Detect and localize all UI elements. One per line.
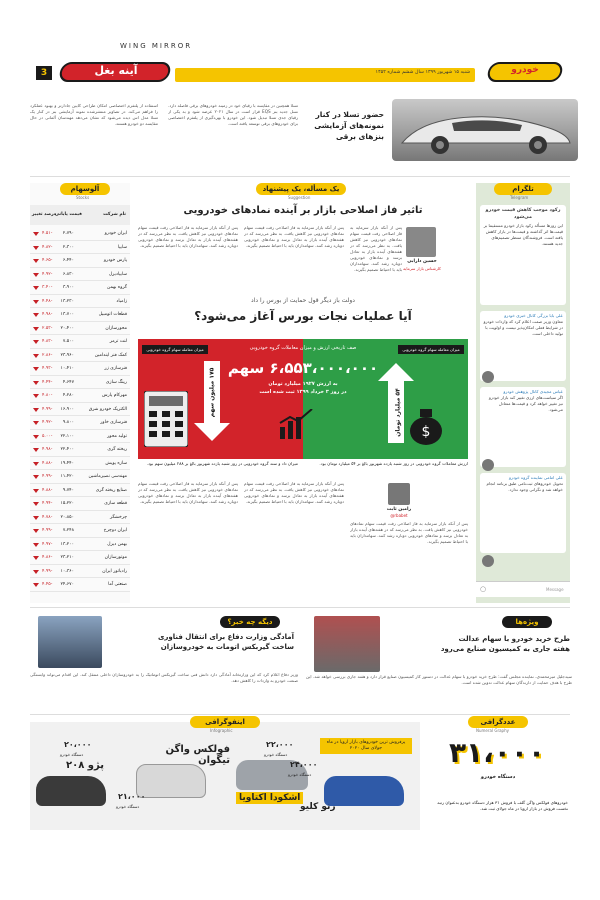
mid-left-tag: دیگه چه خبر؟	[220, 616, 280, 628]
big-headline: آیا عملیات نجات بورس آغاز می‌شود؟	[194, 309, 412, 323]
car-card-4	[34, 740, 126, 826]
down-arrow-icon	[33, 408, 39, 412]
down-arrow-icon	[33, 570, 39, 574]
down-arrow-icon	[33, 313, 39, 317]
mid-right-line-2: هفته جاری به کمیسیون صنایع می‌رود	[440, 645, 570, 653]
author2-photo	[388, 483, 410, 505]
sell-label: میزان معامله سهام گروه خودرویی	[398, 345, 464, 354]
telegram-item-2-text: اگر سیاست‌های ارزی تغییر کند بازار خودرو نیز تغییر خواهد کرد و قیمت‌ها متعادل می‌شود.	[488, 395, 563, 412]
stock-price: ۴،۶۴۷	[62, 379, 74, 385]
stock-name: ایران دوچرخ	[103, 528, 127, 533]
bottom-body-2: پس از آنکه بازار سرمایه به فاز اصلاحی رفت قیمت سهام نمادهای خودرویی نیز کاهش یافت. به نظر می‌رسد که در هفته‌های آینده بازار به تعادل برسد و نمادهای خودرویی دوباره رشد کنند. سهامداران باید با احتیاط تصمیم بگیرند.	[244, 481, 344, 504]
buy-label: میزان معامله سهام گروه خودرویی	[142, 345, 208, 354]
dateline: شنبه ۱۵ شهریور ۱۳۹۹ سال ششم شماره ۱۴۵۲	[375, 70, 470, 75]
telegram-item-1	[480, 311, 566, 381]
mid-right-tag: ویژه‌ها	[502, 616, 552, 628]
down-arrow-icon	[33, 583, 39, 587]
col-header-name: نام شرکت	[103, 212, 126, 217]
stock-name: سازه پویش	[105, 460, 127, 466]
stock-change: -۴.۹۳	[42, 366, 53, 371]
stock-change: -۴.۹۹	[42, 474, 53, 479]
divider	[30, 714, 570, 715]
calculator-icon	[144, 391, 188, 451]
infographic-cars	[30, 718, 420, 830]
author-name: حسین دارابی	[407, 259, 437, 264]
stock-name: تولید محور	[107, 433, 127, 439]
mid-left-photo	[38, 616, 102, 668]
down-arrow-icon	[33, 448, 39, 452]
car-card-3	[116, 740, 230, 826]
mid-right-headline	[386, 634, 570, 654]
table-row	[30, 295, 130, 309]
top-story-body-right: تسلا همچنین در مقایسه با رقبای خود در زمینه خودروهای برقی فاصله دارد. نسل جدید بنز EQS قرار است در سال ۲۰۲۱ عرضه شود و به یکی از رقبای جدی تسلا تبدیل شود. این خودرو با بهره‌گیری از پلتفرم اختصاصی برای خودروهای برقی توسعه یافته است.	[168, 103, 298, 126]
mid-right-line-1: طرح خرید خودرو با سهام عدالت	[458, 635, 570, 643]
stock-change: -۳.۴۰	[42, 285, 53, 290]
stock-change: -۴.۹۲	[42, 420, 53, 425]
stock-change: -۴.۸۳	[42, 339, 53, 344]
stock-name: رینگ سازی	[105, 379, 127, 385]
telegram-item-3-text: تحویل خودروهای ثبت‌نامی طبق برنامه انجام خواهد شد و نگرانی وجود ندارد.	[486, 481, 563, 492]
stock-change: -۲.۸۶	[42, 352, 53, 358]
table-row	[30, 551, 130, 565]
infographic-big-number: ۶،۵۵۳،۰۰۰،۰۰۰ سهم	[227, 359, 379, 377]
table-row	[30, 416, 130, 430]
stock-price: ۳،۹۰۰	[62, 285, 74, 290]
stock-price: ۱۰،۳۶۰	[60, 568, 74, 574]
stock-name: کمک فنر ایندامین	[94, 352, 127, 358]
stock-name: قطعه سازی	[104, 501, 127, 506]
stock-price: ۱۹،۴۴۰	[60, 460, 74, 466]
car-3-image	[136, 764, 206, 798]
down-arrow-icon	[33, 529, 39, 533]
stock-name: صنایع ریخته گری	[95, 487, 127, 493]
down-arrow-icon	[33, 354, 39, 358]
stock-change: -۴.۸۸	[42, 487, 53, 493]
stock-name: موتورسازان	[104, 555, 127, 560]
table-row	[30, 565, 130, 579]
stock-change: -۵.۰۰	[42, 433, 53, 439]
stock-name: سایپادیزل	[108, 271, 127, 277]
stock-table-tag: آلوسهام	[60, 183, 110, 195]
stock-change: -۴.۹۹	[42, 568, 53, 574]
table-row	[30, 322, 130, 336]
telegram-item-1-text: معاون وزیر صمت اعلام کرد که واردات خودرو در شرایط فعلی امکان‌پذیر نیست و اولویت با تولید داخلی است.	[483, 319, 563, 336]
down-arrow-icon	[33, 286, 39, 290]
section-label-en: WING MIRROR	[120, 42, 193, 50]
numeral-tag: عددگرافی	[468, 716, 528, 728]
numeral-graphy	[428, 718, 570, 830]
car-2-unit-label: دستگاه خودرو	[264, 752, 288, 757]
top-story-headline	[304, 109, 384, 142]
telegram-item-3-source: علی امامی نماینده گروه خودرو	[509, 475, 563, 480]
car-3-name: فولکس واگن تیگوان	[165, 744, 230, 766]
car-card-1	[288, 760, 416, 826]
infographic2-tag: اینفوگرافی	[190, 716, 260, 728]
telegram-tag-en: Telegram	[510, 195, 529, 200]
down-arrow-icon	[33, 246, 39, 250]
table-row	[30, 511, 130, 525]
down-arrow-icon	[33, 516, 39, 520]
table-row	[30, 484, 130, 498]
stock-change: -۴.۷۸	[42, 514, 53, 520]
stock-name: فنرسازی زر	[104, 366, 127, 371]
stock-price: ۱۳،۲۳۰	[60, 298, 74, 304]
stock-name: فنرسازی خاور	[100, 420, 127, 425]
numeral-note: خودروهای فولکس واگن گلف با فروش ۳۱ هزار دستگاه خودرو به‌عنوان رتبه نخست فروش در بازار اروپا در ماه جولای ثبت شد.	[437, 800, 568, 811]
down-arrow-icon	[33, 502, 39, 506]
stock-price: ۲۴،۶۷۰	[60, 582, 74, 587]
sell-value: ۵۴ میلیارد تومان	[394, 388, 402, 437]
stock-name: صنعتی آما	[108, 582, 127, 587]
masthead	[0, 40, 600, 88]
suggestion-tag-en: Suggestion	[288, 195, 311, 200]
infographic-sub-2: در روز ۳ خرداد ۱۳۹۹ ثبت شده است	[259, 389, 347, 395]
telegram-item-3	[480, 473, 566, 553]
telegram-item-1-source: علی بابا بزرگی کانال خبری خودرو	[504, 313, 563, 318]
top-story	[30, 95, 580, 167]
divider	[30, 607, 570, 608]
telegram-avatar-3	[482, 555, 494, 567]
buy-value: ۱۷۵ میلیون سهم	[208, 367, 216, 418]
car-3-unit-label: دستگاه خودرو	[116, 804, 140, 809]
main-body-col-3: پس از آنکه بازار سرمایه به فاز اصلاحی رفت قیمت سهام نمادهای خودرویی نیز کاهش یافت. به نظر می‌رسد که در هفته‌های آینده بازار به تعادل برسد و نمادهای خودرویی دوباره رشد کنند. سهامداران باید با احتیاط تصمیم بگیرند.	[350, 225, 402, 272]
col-header-price: قیمت پایانی	[54, 212, 82, 217]
headline-line-2: نمونه‌های آزمایشی	[314, 121, 384, 130]
down-arrow-icon	[33, 381, 39, 385]
car-2-name: اشکودا اکتاویا	[236, 792, 303, 804]
kicker: دولت باز دیگر قول حمایت از بورس را داد	[251, 297, 355, 304]
stock-change: -۴.۸۰	[42, 393, 53, 398]
stock-name: ایران خودرو	[104, 231, 127, 236]
top-story-body-left: استفاده از پلتفرم اختصاصی امکان طراحی کابین جادارتر و بهبود عملکرد را فراهم می‌کند. در تصاویر منتشرشده نمونه آزمایشی بنز در کنار یک تسلا مدل اس دیده می‌شود که نشان می‌دهد مهندسان آلمانی در حال مقایسه دو خودرو هستند.	[30, 103, 158, 126]
message-placeholder: Message	[546, 587, 564, 592]
stock-change: -۴.۹۸	[42, 447, 53, 452]
chart-up-icon	[278, 409, 314, 443]
stock-name: مهرکام پارس	[102, 393, 127, 398]
section-title: آینه بغل	[94, 64, 138, 77]
stock-price: ۶،۴۴۰	[62, 258, 74, 263]
car-1-image	[324, 776, 404, 806]
table-row	[30, 457, 130, 471]
stock-price: ۱۵،۲۲۰	[60, 501, 74, 506]
mid-right-box	[306, 612, 572, 708]
author-photo	[406, 227, 436, 257]
infographic-sub-1: به ارزش ۱۹۲۷ میلیارد تومان	[268, 381, 338, 387]
stock-change: -۴.۸۸	[42, 460, 53, 466]
down-arrow-icon	[33, 421, 39, 425]
car-4-units: ۲۰،۰۰۰	[64, 740, 92, 749]
infographic-title: صف تاریخی ارزش و میزان معاملات گروه خودرویی	[249, 345, 357, 351]
tesla-car-image	[392, 99, 578, 161]
car-card-2	[226, 740, 318, 826]
table-row	[30, 470, 130, 484]
author2-handle: @rbabet	[390, 513, 408, 518]
car-1-units: ۲۴،۰۰۰	[290, 760, 318, 769]
stock-price: ۷،۲۴۸	[62, 528, 74, 533]
attach-icon[interactable]: ○	[480, 585, 487, 593]
down-arrow-icon	[33, 340, 39, 344]
author2-name: رامین ثابت	[386, 507, 412, 512]
suggestion-tag: یک مسأله، یک پیشنهاد	[256, 183, 346, 195]
stock-table-tag-en: Stocks	[76, 195, 90, 200]
car-4-unit-label: دستگاه خودرو	[60, 752, 84, 757]
stock-price: ۱۰،۴۱۰	[60, 366, 74, 371]
stock-change: -۴.۹۸	[42, 312, 53, 317]
stock-price: ۹،۸۰۰	[62, 420, 74, 425]
headline-line-3: بنزهای برقی	[335, 132, 384, 141]
numeral-tag-en: Numeral Graphy	[476, 728, 509, 733]
car-2-units: ۲۲،۰۰۰	[266, 740, 294, 749]
stock-name: قطعات اتومبیل	[98, 312, 127, 317]
page-number-box: 3	[36, 66, 52, 80]
table-row	[30, 281, 130, 295]
stock-name: سایپا	[117, 244, 127, 250]
down-arrow-icon	[33, 259, 39, 263]
stock-price: ۱۶،۹۰۰	[60, 406, 74, 412]
stock-price: ۲۳،۹۶۰	[60, 352, 74, 358]
down-arrow-icon	[33, 435, 39, 439]
mid-left-line-2: ساخت گیربکس اتومات به خودروسازان	[160, 643, 294, 651]
telegram-tag: تلگرام	[494, 183, 552, 195]
stock-name: چرخشگر	[109, 514, 127, 520]
stock-price: ۱۳،۷۰۰	[60, 312, 74, 317]
stock-change: -۴.۴۸	[42, 298, 53, 304]
down-arrow-icon	[33, 556, 39, 560]
stock-table-header	[30, 205, 130, 225]
money-bag-icon	[408, 405, 444, 449]
table-row	[30, 335, 130, 349]
mid-right-body: سیدجلیل میرمحمدی، نماینده مجلس گفت: طرح خرید خودرو با سهام عدالت در دستور کار کمیسیون صنایع قرار دارد و هفته جاری بررسی خواهد شد. این طرح با هدف حمایت از دارندگان سهام عدالت تدوین شده است.	[306, 674, 572, 685]
table-row	[30, 443, 130, 457]
mid-left-line-1: آمادگی وزارت دفاع برای انتقال فناوری	[157, 633, 294, 641]
infographic2-header: پرفروش ترین خودروهای بازار اروپا در ماه جولای سال ۲۰۲۰	[320, 738, 412, 754]
car-4-name: پژو ۲۰۸	[66, 760, 104, 771]
stock-infographic	[138, 339, 468, 459]
stock-name: مهندسی نصیرماشین	[88, 474, 127, 479]
car-4-image	[36, 776, 106, 806]
bottom-body-3: پس از آنکه بازار سرمایه به فاز اصلاحی رفت قیمت سهام نمادهای خودرویی نیز کاهش یافت. به نظر می‌رسد که در هفته‌های آینده بازار به تعادل برسد و نمادهای خودرویی دوباره رشد کنند. سهامداران باید با احتیاط تصمیم بگیرند.	[350, 521, 468, 544]
stock-price: ۲،۷۹۰	[62, 231, 74, 236]
stock-change: -۴.۴۵	[42, 582, 53, 587]
down-arrow-icon	[33, 394, 39, 398]
stock-name: بهمن دیزل	[107, 541, 127, 547]
mid-right-photo	[314, 616, 380, 672]
stock-price: ۲۰،۴۰۰	[60, 325, 74, 331]
author-title: کارشناس بازار سرمایه	[403, 266, 441, 271]
down-arrow-icon	[33, 232, 39, 236]
main-body-col-1: پس از آنکه بازار سرمایه به فاز اصلاحی رفت قیمت سهام نمادهای خودرویی نیز کاهش یافت. به نظر می‌رسد که در هفته‌های آینده بازار به تعادل برسد و نمادهای خودرویی دوباره رشد کنند. سهامداران باید با احتیاط تصمیم بگیرند.	[138, 225, 238, 248]
down-arrow-icon	[33, 300, 39, 304]
mid-left-headline	[108, 632, 294, 652]
stock-price: ۲۳،۲۱۰	[60, 555, 74, 560]
main-body-col-2: پس از آنکه بازار سرمایه به فاز اصلاحی رفت قیمت سهام نمادهای خودرویی نیز کاهش یافت. به نظر می‌رسد که در هفته‌های آینده بازار به تعادل برسد و نمادهای خودرویی دوباره رشد کنند. سهامداران باید با احتیاط تصمیم بگیرند.	[244, 225, 344, 248]
bottom-body-1: پس از آنکه بازار سرمایه به فاز اصلاحی رفت قیمت سهام نمادهای خودرویی نیز کاهش یافت. به نظر می‌رسد که در هفته‌های آینده بازار به تعادل برسد و نمادهای خودرویی دوباره رشد کنند. سهامداران باید با احتیاط تصمیم بگیرند.	[138, 481, 238, 504]
telegram-avatar-2	[482, 459, 494, 471]
table-row	[30, 430, 130, 444]
table-row	[30, 403, 130, 417]
stock-name: الکتریک خودرو شرق	[88, 406, 127, 412]
stock-price: ۲۲،۱۰۰	[60, 433, 74, 439]
svg-text:$: $	[421, 424, 431, 440]
telegram-lead-body: این روزها مسأله رکود بازار خودرو مستقیما بر قیمت‌ها اثر گذاشته و قیمت‌ها در بازار کاهش یافته است. فروشندگان منتظر تصمیم‌های جدید هستند.	[483, 223, 563, 246]
down-arrow-icon	[33, 273, 39, 277]
table-row	[30, 389, 130, 403]
numeral-number: ۳۱،۰۰۰	[448, 736, 546, 769]
stock-price: ۲،۳۰۰	[62, 244, 74, 250]
stock-change: -۴.۹۷	[42, 541, 53, 547]
mid-left-box	[30, 612, 298, 708]
headline-line-1: حضور تسلا در کنار	[315, 110, 384, 119]
stock-name: محورسازان	[105, 325, 127, 331]
table-row	[30, 227, 130, 241]
stock-name: رادیاتور ایران	[102, 568, 127, 574]
down-arrow-icon	[33, 327, 39, 331]
table-row	[30, 538, 130, 552]
telegram-avatar-1	[482, 371, 494, 383]
telegram-column	[476, 183, 570, 603]
car-1-unit-label: دستگاه خودرو	[288, 772, 312, 777]
table-row	[30, 578, 130, 592]
stock-price: ۹،۷۴۰	[62, 487, 74, 493]
stock-name: پارس خودرو	[103, 258, 127, 263]
stock-price: ۶،۸۳۰	[62, 271, 74, 277]
stock-change: -۴.۵۱	[42, 231, 53, 236]
stock-change: -۴.۸۲	[42, 244, 53, 250]
stock-price: ۱۱،۴۲۰	[60, 474, 74, 479]
table-row	[30, 362, 130, 376]
table-row	[30, 376, 130, 390]
down-arrow-icon	[33, 367, 39, 371]
divider	[30, 176, 570, 177]
telegram-compose-bar[interactable]	[476, 581, 570, 597]
stock-name: زامیاد	[116, 298, 127, 304]
telegram-item-2	[480, 387, 566, 467]
stock-price: ۴،۲۸۰	[62, 393, 74, 398]
stock-price: ۲۲،۴۰۰	[60, 447, 74, 452]
table-row	[30, 524, 130, 538]
col-header-change: درصد تغییر	[31, 212, 56, 217]
stock-price: ۲۰،۸۵۰	[60, 514, 74, 520]
telegram-item-2-source: عباس مجیدی کانال پژوهش خودرو	[503, 389, 563, 394]
table-row	[30, 241, 130, 255]
infographic2-tag-en: Infographic	[210, 728, 233, 733]
table-row	[30, 254, 130, 268]
stock-change: -۴.۹۹	[42, 528, 53, 533]
stock-change: -۴.۹۴	[42, 501, 53, 506]
stock-change: -۲.۵۳	[42, 325, 53, 331]
table-row	[30, 268, 130, 282]
down-arrow-icon	[33, 489, 39, 493]
stock-change: -۴.۴۴	[42, 379, 53, 385]
stock-table	[30, 183, 130, 603]
main-headline: تاثیر فاز اصلاحی بازار بر آینده نمادهای خودرویی	[183, 205, 423, 216]
car-1-name: رنو کلیو	[300, 802, 336, 812]
stock-name: گروه بهمن	[107, 285, 127, 290]
down-arrow-icon	[33, 543, 39, 547]
table-row	[30, 349, 130, 363]
brand-name: خودرو	[511, 65, 539, 75]
stock-change: -۴.۹۲	[42, 271, 53, 277]
stock-change: -۴.۹۹	[42, 406, 53, 412]
table-row	[30, 308, 130, 322]
down-arrow-icon	[33, 475, 39, 479]
telegram-lead	[480, 205, 566, 305]
stock-price: ۱۳،۲۰۰	[60, 541, 74, 547]
table-row	[30, 497, 130, 511]
numeral-caption: دستگاه خودرو	[480, 774, 516, 780]
infographic-note-left: میزان داد و ستد گروه خودرویی در روز شنبه یازده شهریور بالغ بر ۲۸۸ میلیون سهم بود.	[146, 461, 298, 466]
car-3-units: ۲۱،۰۰۰	[118, 792, 146, 801]
telegram-lead-headline: رکود موجب کاهش قیمت خودرو می‌شود	[485, 208, 561, 220]
stock-name: ریخته گری	[107, 447, 127, 452]
main-column	[138, 183, 468, 603]
down-arrow-icon	[33, 462, 39, 466]
stock-name: لنت ترمز	[109, 339, 127, 344]
stock-change: -۴.۸۶	[42, 555, 53, 560]
stock-change: -۴.۶۵	[42, 258, 53, 263]
stock-price: ۷،۵۰۰	[62, 339, 74, 344]
infographic-note-right: ارزش معاملات گروه خودرویی در روز شنبه یازده شهریور بالغ بر ۵۴ میلیارد تومان بود.	[319, 461, 468, 466]
mid-left-body: وزیر دفاع اعلام کرد که این وزارتخانه آمادگی دارد دانش فنی ساخت گیربکس اتوماتیک را به خودروسازان داخلی منتقل کند. این اقدام می‌تواند وابستگی صنعت خودرو به واردات را کاهش دهد.	[30, 672, 298, 683]
